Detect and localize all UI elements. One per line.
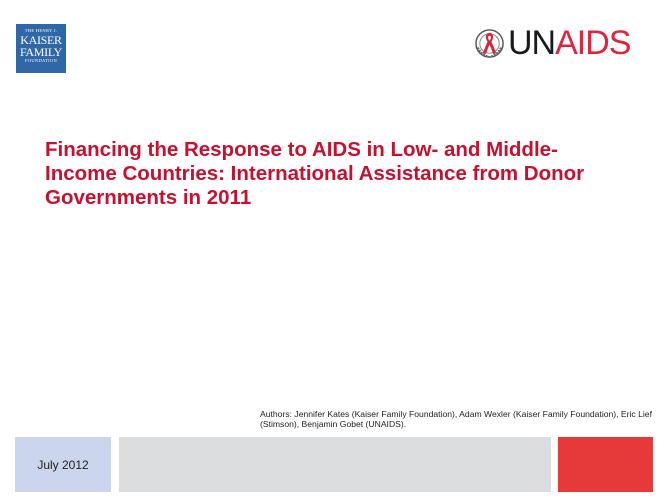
kaiser-family-foundation-logo [16,24,66,73]
footer-date-box [15,437,111,492]
slide-title: Financing the Response to AIDS in Low- and Middle-Income Countries: International Assistance from Donor Governments in 2011 [45,138,585,209]
un-emblem-red-ribbon-icon [474,28,505,59]
footer-date: July 2012 [37,457,89,472]
unaids-logo [474,26,630,60]
kff-logo-line3: FAMILY [19,45,63,59]
kff-logo-line2: KAISER [20,33,62,47]
authors-text: Authors: Jennifer Kates (Kaiser Family Foundation), Adam Wexler (Kaiser Family Foundation), Eric Lief (Stimson), Benjamin Gobet (UNAIDS). [260,409,652,429]
unaids-logo-un: UN [508,24,556,62]
footer-red-accent [558,437,653,492]
kff-logo-line1: THE HENRY J. [24,28,58,33]
unaids-logo-aids: AIDS [555,24,631,62]
footer-gray-bar [119,437,551,492]
kff-logo-line4: FOUNDATION [25,58,57,63]
